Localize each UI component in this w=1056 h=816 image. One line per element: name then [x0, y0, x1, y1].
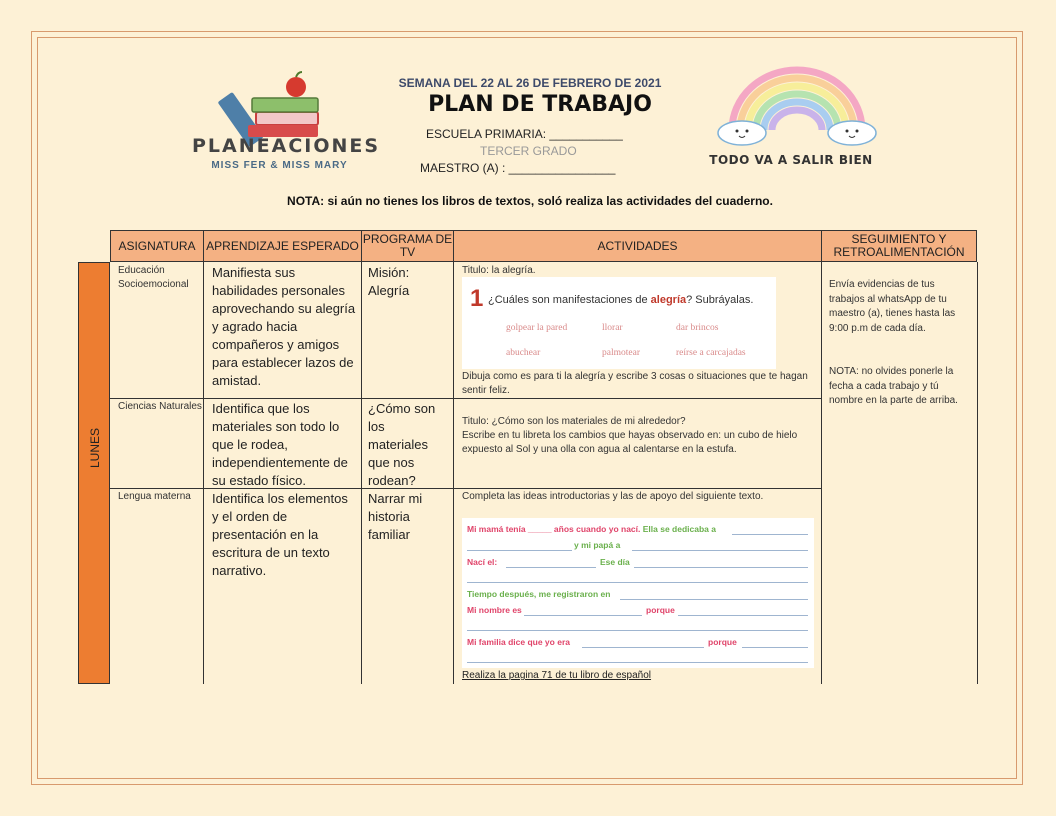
teacher-field: MAESTRO (A) : ________________ [420, 161, 616, 175]
column-divider [977, 262, 978, 684]
column-divider [453, 262, 454, 684]
row3-tv: Narrar mi historia familiar [368, 491, 423, 542]
row2-learning: Identifica que los materiales son todo lo que le rodea, independientemente de su estado físico. [212, 401, 348, 488]
worksheet-underline [732, 534, 808, 535]
worksheet-underline [742, 647, 808, 648]
worksheet-underline [632, 550, 808, 551]
worksheet-underline [467, 550, 572, 551]
brand-subtitle: MISS FER & MISS MARY [211, 160, 348, 171]
worksheet-line: Mi mamá tenía _____ años cuando yo nací. Ella se dedicaba a [467, 524, 716, 534]
worksheet-underline [582, 647, 704, 648]
worksheet-line: porque [708, 637, 737, 647]
row1-activity-text: Dibuja como es para ti la alegría y escribe 3 cosas o situaciones que te hagan sentir feliz. [462, 371, 808, 396]
worksheet-underline [634, 567, 808, 568]
worksheet-underline [678, 615, 808, 616]
row1-activity-title: Titulo: la alegría. [462, 265, 536, 276]
row-divider [110, 398, 822, 399]
page-title: PLAN DE TRABAJO [428, 92, 652, 117]
exercise-number: 1 [470, 285, 484, 312]
row3-subject: Lengua materna [118, 491, 191, 502]
row1-tv: Misión: Alegría [368, 265, 410, 298]
grade-label: TERCER GRADO [480, 144, 577, 158]
work-plan-table [78, 230, 978, 684]
day-column [78, 262, 110, 684]
exercise-option: llorar [602, 323, 623, 333]
alegria-exercise-image [462, 277, 776, 369]
row2-tv: ¿Cómo son los materiales que nos rodean? [368, 401, 436, 488]
column-divider [821, 262, 822, 684]
slogan: TODO VA A SALIR BIEN [709, 153, 873, 167]
worksheet-image [462, 518, 814, 668]
worksheet-underline [467, 582, 808, 583]
worksheet-underline [467, 662, 808, 663]
worksheet-underline [467, 630, 808, 631]
worksheet-line: Mi nombre es [467, 605, 522, 615]
worksheet-line: Mi familia dice que yo era [467, 637, 570, 647]
row1-subject: Educación Socioemocional [118, 265, 189, 290]
worksheet-line: y mi papá a [574, 540, 621, 550]
header-tv-program: PROGRAMA DE TV [361, 230, 454, 262]
worksheet-underline [506, 567, 596, 568]
row2-subject: Ciencias Naturales [118, 401, 202, 412]
rainbow-clouds-logo [712, 55, 882, 165]
worksheet-line: Tiempo después, me registraron en [467, 589, 611, 599]
worksheet-line: Nací el: [467, 557, 498, 567]
exercise-option: reírse a carcajadas [676, 348, 746, 358]
row2-activity-text: Escribe en tu libreta los cambios que hayas observado en: un cubo de hielo expuesto al Sol y una olla con agua al calentarse en la estufa. [462, 430, 798, 455]
column-divider [203, 262, 204, 684]
row1-learning: Manifiesta sus habilidades personales aprovechando su alegría y agrado hacia compañeros y amigos para establecer lazos de amistad. [212, 265, 356, 388]
followup-text: Envía evidencias de tus trabajos al whatsApp de tu maestro (a), tienes hasta las 9:00 p.m de cada día. [829, 279, 956, 334]
header-subject: ASIGNATURA [110, 230, 204, 262]
school-field: ESCUELA PRIMARIA: ___________ [426, 127, 623, 141]
day-label: LUNES [88, 427, 102, 468]
note-text: NOTA: si aún no tienes los libros de textos, soló realiza las actividades del cuaderno. [287, 194, 773, 208]
exercise-question: ¿Cuáles son manifestaciones de alegría? Subráyalas. [488, 294, 754, 306]
row2-activity-title: Titulo: ¿Cómo son los materiales de mi alrededor? [462, 416, 686, 427]
followup-note: NOTA: no olvides ponerle la fecha a cada trabajo y tú nombre en la parte de arriba. [829, 366, 958, 407]
worksheet-underline [524, 615, 642, 616]
worksheet-underline [620, 599, 808, 600]
exercise-option: golpear la pared [506, 323, 568, 333]
worksheet-line: Ese día [600, 557, 630, 567]
header-learning: APRENDIZAJE ESPERADO [203, 230, 362, 262]
exercise-option: palmotear [602, 348, 640, 358]
week-range: SEMANA DEL 22 AL 26 DE FEBRERO DE 2021 [398, 76, 662, 90]
exercise-option: abuchear [506, 348, 541, 358]
row3-learning: Identifica los elementos y el orden de presentación en la escritura de un texto narrativo. [212, 491, 348, 578]
column-divider [361, 262, 362, 684]
header-activities: ACTIVIDADES [453, 230, 822, 262]
brand-name: PLANEACIONES [192, 135, 381, 157]
row3-activity-text: Completa las ideas introductorias y las de apoyo del siguiente texto. [462, 491, 764, 502]
header-followup: SEGUIMIENTO Y RETROALIMENTACIÓN [821, 230, 977, 262]
textbook-page-link[interactable]: Realiza la pagina 71 de tu libro de español [462, 670, 652, 681]
exercise-option: dar brincos [676, 323, 719, 333]
worksheet-line: porque [646, 605, 675, 615]
